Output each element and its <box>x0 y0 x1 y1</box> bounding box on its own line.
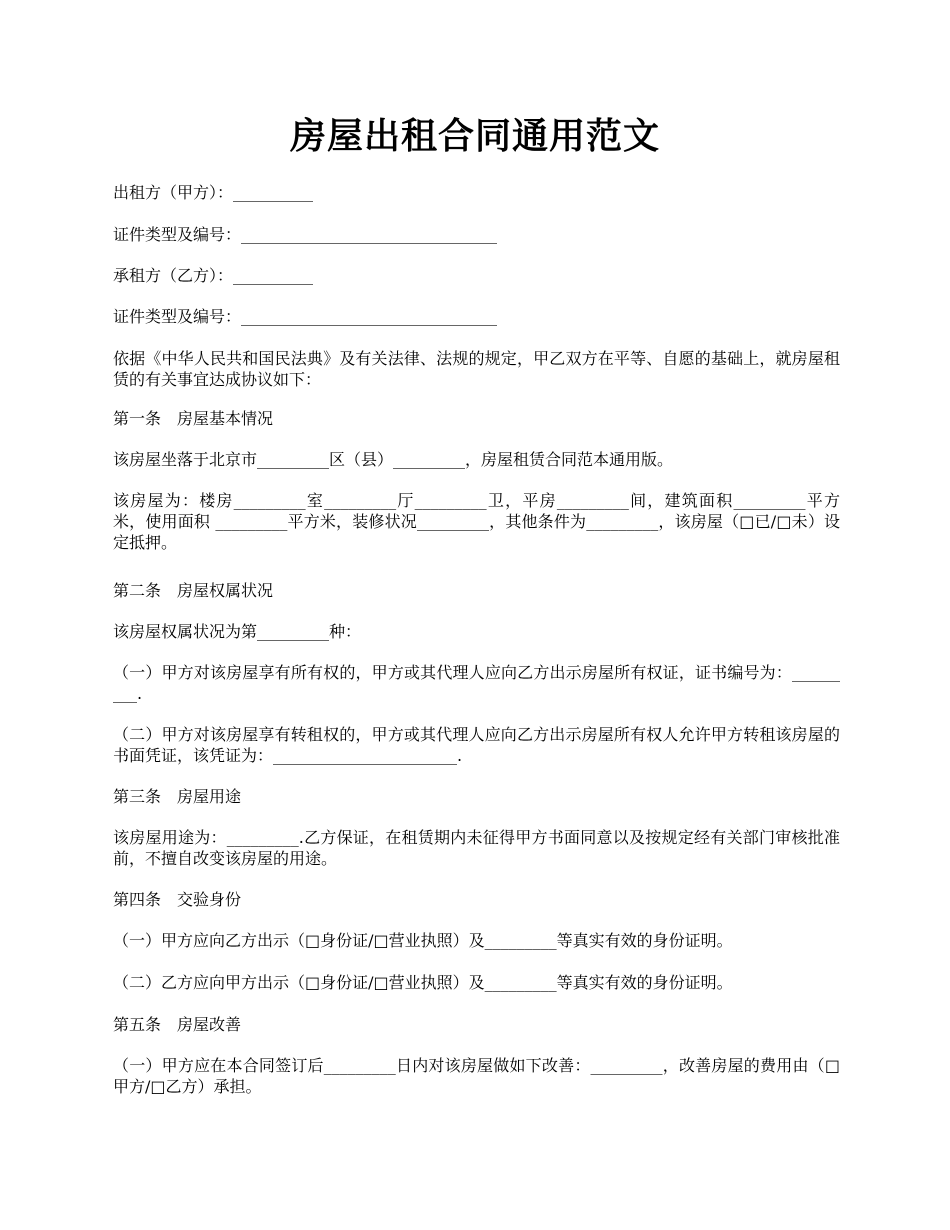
lessor-id-line: 证件类型及编号：________________________________ <box>113 225 498 244</box>
article-2-heading: 第二条 房屋权属状况 <box>113 581 274 600</box>
article-1-details: 该房屋为：楼房_________室_________厅_________卫，平房_________间，建筑面积_________平方米，使用面积 _________平方米，装修状况_________，其他条件为_________，该房屋（□已/□未）设定抵押。 <box>113 491 840 552</box>
article-2-clause-1: （一）甲方对该房屋享有所有权的，甲方或其代理人应向乙方出示房屋所有权证，证书编号为：_________. <box>113 663 840 703</box>
lessee-id-line: 证件类型及编号：________________________________ <box>113 307 498 326</box>
article-2-clause-2: （二）甲方对该房屋享有转租权的，甲方或其代理人应向乙方出示房屋所有权人允许甲方转租该房屋的书面凭证，该凭证为：_______________________. <box>113 725 840 765</box>
article-2-type: 该房屋权属状况为第_________种： <box>113 622 362 641</box>
article-4-heading: 第四条 交验身份 <box>113 890 242 909</box>
lessor-line: 出租方（甲方）：__________ <box>113 183 314 202</box>
article-1-location: 该房屋坐落于北京市_________区（县）_________，房屋租赁合同范本通用版。 <box>113 450 674 469</box>
lessee-line: 承租方（乙方）：__________ <box>113 266 314 285</box>
article-3-heading: 第三条 房屋用途 <box>113 787 242 806</box>
article-3-body: 该房屋用途为：_________.乙方保证，在租赁期内未征得甲方书面同意以及按规定经有关部门审核批准前，不擅自改变该房屋的用途。 <box>113 828 840 868</box>
article-4-clause-2: （二）乙方应向甲方出示（□身份证/□营业执照）及_________等真实有效的身份证明。 <box>113 973 733 992</box>
document-title: 房屋出租合同通用范文 <box>289 115 660 157</box>
article-5-clause-1: （一）甲方应在本合同签订后_________日内对该房屋做如下改善：_________，改善房屋的费用由（□甲方/□乙方）承担。 <box>113 1056 840 1096</box>
preamble-paragraph: 依据《中华人民共和国民法典》及有关法律、法规的规定，甲乙双方在平等、自愿的基础上，就房屋租赁的有关事宜达成协议如下： <box>113 349 840 389</box>
article-5-heading: 第五条 房屋改善 <box>113 1015 242 1034</box>
article-1-heading: 第一条 房屋基本情况 <box>113 409 274 428</box>
article-4-clause-1: （一）甲方应向乙方出示（□身份证/□营业执照）及_________等真实有效的身份证明。 <box>113 931 733 950</box>
